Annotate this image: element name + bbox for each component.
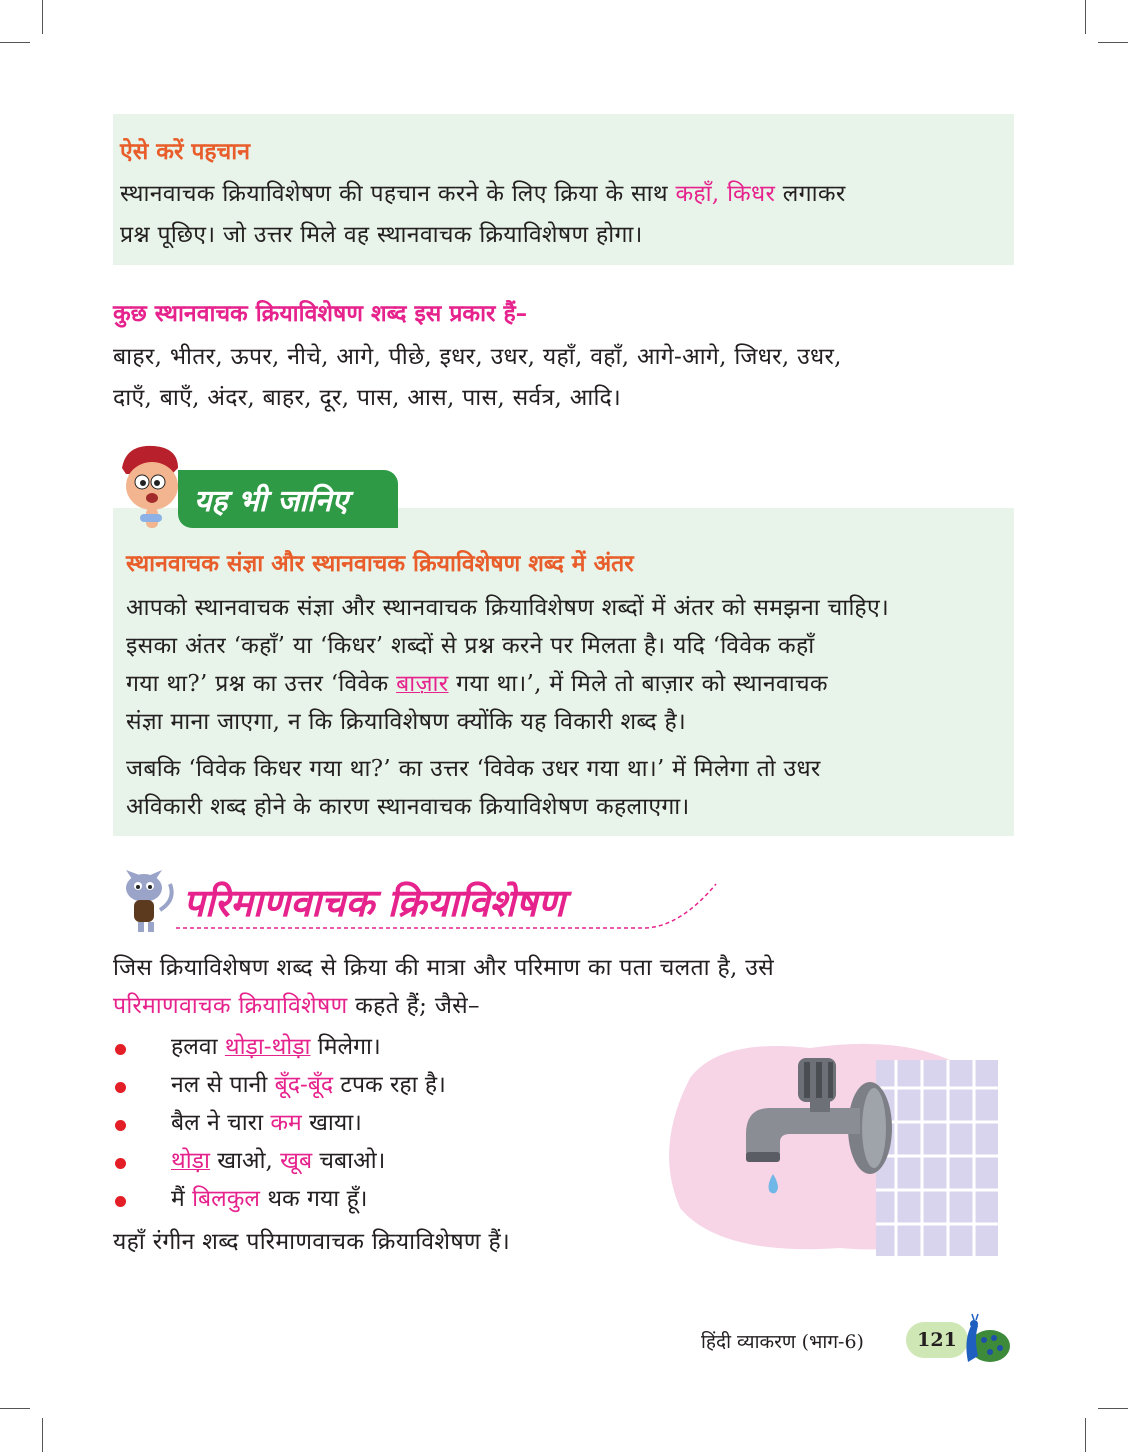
difference-line-4: संज्ञा माना जाएगा, न कि क्रियाविशेषण क्योंकि यह विकारी शब्द है। (126, 709, 687, 735)
text: स्थानवाचक क्रियाविशेषण की पहचान करने के लिए क्रिया के साथ (120, 181, 676, 207)
highlight-word: खूब (280, 1148, 313, 1174)
highlight-word: बूँद-बूँद (274, 1072, 334, 1098)
cat-cartoon-icon (116, 860, 180, 938)
peacock-icon (952, 1312, 1012, 1368)
examples-line-2: दाएँ, बाएँ, अंदर, बाहर, दूर, पास, आस, पास, सर्वत्र, आदि। (113, 385, 622, 411)
text: लगाकर (775, 181, 846, 207)
list-item (112, 1180, 446, 1218)
crop-mark (1098, 1408, 1128, 1409)
difference-heading: स्थानवाचक संज्ञा और स्थानवाचक क्रियाविशेषण शब्द में अंतर (126, 550, 634, 577)
highlight-word: कम (270, 1110, 302, 1136)
difference-line-2: इसका अंतर ‘कहाँ’ या ‘किधर’ शब्दों से प्रश्न करने पर मिलता है। यदि ‘विवेक कहाँ (126, 633, 815, 659)
intro-line-1: जिस क्रियाविशेषण शब्द से क्रिया की मात्रा और परिमाण का पता चलता है, उसे (113, 955, 775, 981)
crop-mark (0, 1408, 30, 1409)
crop-mark (1098, 42, 1128, 43)
highlight-word: बाज़ार (396, 671, 449, 697)
list-item (112, 1104, 446, 1142)
intro-line-2 (113, 988, 1016, 1025)
crop-mark (0, 42, 30, 43)
text: मैं (171, 1186, 193, 1212)
list-item (112, 1066, 446, 1104)
difference-line-6: अविकारी शब्द होने के कारण स्थानवाचक क्रियाविशेषण कहलाएगा। (126, 794, 690, 820)
bullet-icon (115, 1120, 126, 1131)
page-number: 121 (906, 1322, 968, 1358)
text: थक गया हूँ। (260, 1186, 368, 1212)
text: खाओ, (209, 1148, 281, 1174)
text: खाया। (301, 1110, 362, 1136)
text: हलवा (171, 1034, 225, 1060)
bullet-icon (115, 1196, 126, 1207)
text: कहते हैं; जैसे– (347, 993, 480, 1019)
highlight-word: कहाँ, किधर (675, 181, 776, 207)
text: टपक रहा है। (333, 1072, 446, 1098)
section-title: परिमाणवाचक क्रियाविशेषण (183, 881, 565, 925)
text: गया था?’ प्रश्न का उत्तर ‘विवेक (126, 671, 397, 697)
list-item (112, 1142, 446, 1180)
identification-heading: ऐसे करें पहचान (120, 138, 250, 165)
difference-line-5: जबकि ‘विवेक किधर गया था?’ का उत्तर ‘विवेक उधर गया था।’ में मिलेगा तो उधर (126, 756, 821, 782)
list-item (112, 1028, 446, 1066)
title-dashed-underline (176, 880, 721, 932)
highlight-word: थोड़ा-थोड़ा (224, 1034, 311, 1060)
crop-mark (42, 0, 43, 34)
examples-heading: कुछ स्थानवाचक क्रियाविशेषण शब्द इस प्रकार हैं– (113, 300, 528, 327)
closing-line: यहाँ रंगीन शब्द परिमाणवाचक क्रियाविशेषण हैं। (113, 1229, 510, 1255)
text: गया था।’, में मिले तो बाज़ार को स्थानवाचक (448, 671, 828, 697)
bullet-icon (115, 1082, 126, 1093)
bullet-icon (115, 1044, 126, 1055)
footer-book-title: हिंदी व्याकरण (भाग-6) (701, 1331, 864, 1353)
identification-line-2: प्रश्न पूछिए। जो उत्तर मिले वह स्थानवाचक क्रियाविशेषण होगा। (120, 222, 643, 248)
text: नल से पानी (171, 1072, 275, 1098)
identification-line-1 (120, 176, 1005, 213)
difference-line-1: आपको स्थानवाचक संज्ञा और स्थानवाचक क्रियाविशेषण शब्दों में अंतर को समझना चाहिए। (126, 595, 889, 621)
examples-line-1: बाहर, भीतर, ऊपर, नीचे, आगे, पीछे, इधर, उधर, यहाँ, वहाँ, आगे-आगे, जिधर, उधर, (113, 344, 842, 370)
highlight-word: बिलकुल (192, 1186, 261, 1212)
know-more-badge: यह भी जानिए (178, 470, 398, 528)
water-tap-illustration (660, 1038, 1010, 1260)
crop-mark (1085, 1418, 1086, 1452)
bullet-icon (115, 1158, 126, 1169)
crop-mark (42, 1418, 43, 1452)
highlight-word: थोड़ा (171, 1148, 210, 1174)
difference-line-3 (126, 666, 1006, 703)
crop-mark (1085, 0, 1086, 34)
highlight-word: परिमाणवाचक क्रियाविशेषण (113, 993, 348, 1019)
text: चबाओ। (312, 1148, 386, 1174)
text: मिलेगा। (310, 1034, 381, 1060)
text: बैल ने चारा (171, 1110, 271, 1136)
examples-list (112, 1028, 446, 1218)
